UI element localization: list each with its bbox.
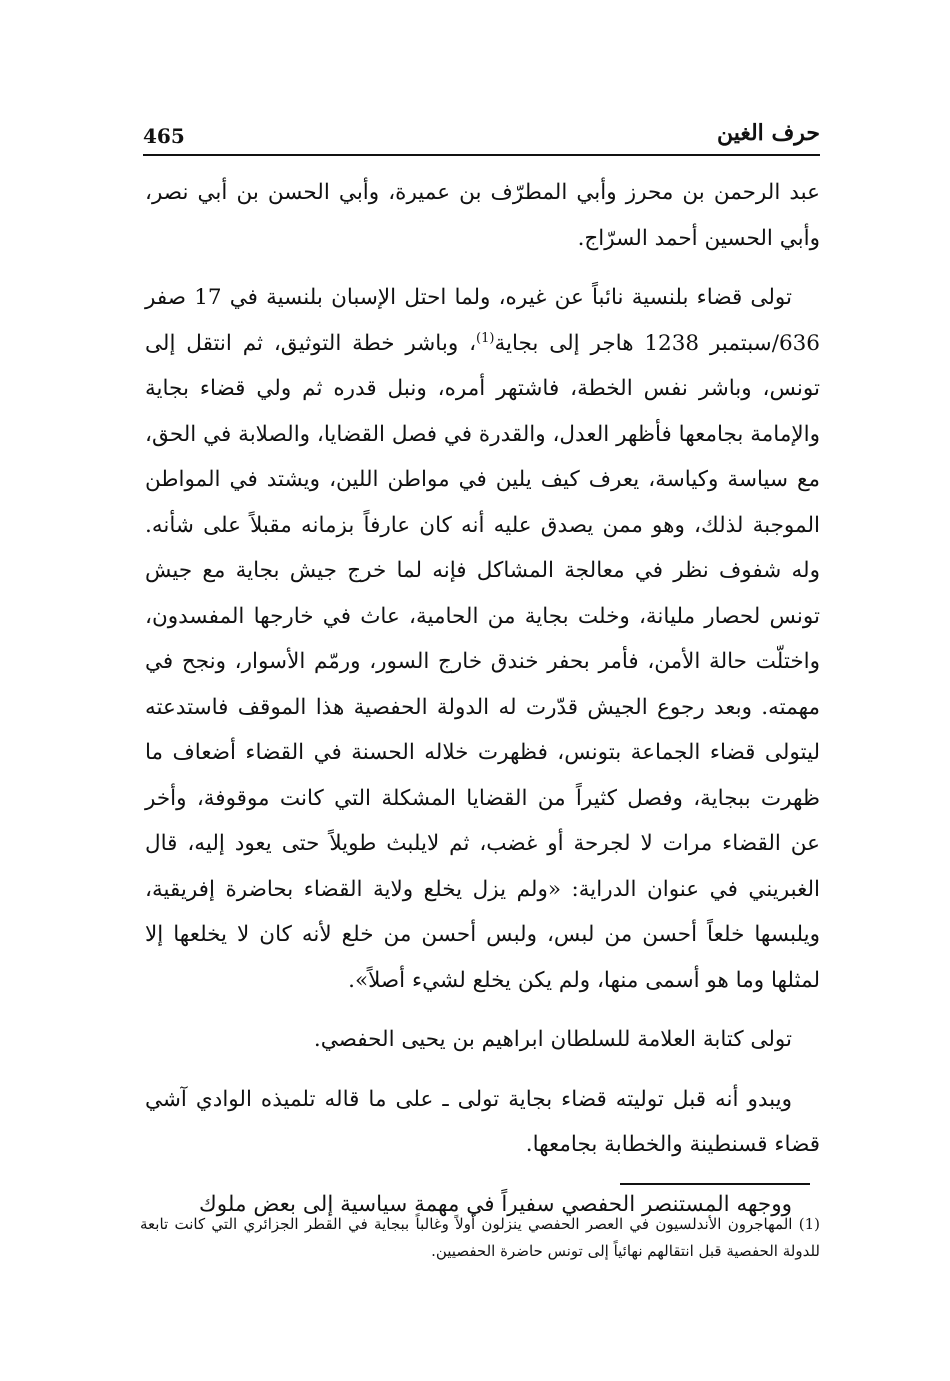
page-header: [143, 118, 820, 160]
header-rule: [143, 154, 820, 156]
page-number: 465: [143, 124, 185, 148]
footnote-rule: [620, 1183, 810, 1185]
paragraph-chancery: تولى كتابة العلامة للسلطان ابراهيم بن يحيى الحفصي.: [313, 1027, 792, 1052]
footnote: (1) المهاجرون الأندلسيون في العصر الحفصي ينزلون أولاً وغالباً ببجاية في القطر الجزائري التي كانت تابعة للدولة الحفصية قبل انتقالهم نهائياً إلى تونس حاضرة الحفصيين.: [140, 1215, 820, 1260]
running-head: حرف الغين: [716, 120, 820, 146]
paragraph-teachers: عبد الرحمن بن محرز وأبي المطرّف بن عميرة، وأبي الحسن بن أبي نصر، وأبي الحسين أحمد السرّاج.: [145, 180, 820, 251]
paragraph-embassy: ووجهه المستنصر الحفصي سفيراً في مهمة سياسية إلى بعض ملوك: [199, 1191, 792, 1217]
paragraph-biography: [145, 275, 820, 1003]
paragraph-constantine: ويبدو أنه قبل توليته قضاء بجاية تولى ـ على ما قاله تلميذه الوادي آشي قضاء قسنطينة والخطابة بجامعها.: [145, 1086, 820, 1157]
paragraph-biography-part-1: تولى قضاء بلنسية نائباً عن غيره، ولما احتل الإسبان بلنسية في 17 صفر 636/سبتمبر 1238 هاجر إلى بجاية: [145, 285, 820, 356]
footnote-reference: (1): [476, 330, 495, 346]
main-text: [145, 170, 820, 1241]
paragraph-biography-part-2: ، وباشر خطة التوثيق، ثم انتقل إلى تونس، وباشر نفس الخطة، فاشتهر أمره، ونبل قدره ثم ولي قضاء بجاية والإمامة بجامعها فأظهر العدل، والقدرة في فصل القضايا، والصلابة في الحق، مع سياسة وكياسة، يعرف كيف يلين في مواطن اللين، ويشتد في المواطن الموجبة لذلك، وهو ممن يصدق عليه أنه كان عارفاً بزمانه مقبلاً على شأنه. وله شفوف نظر في معالجة المشاكل فإنه لما خرج جيش بجاية مع جيش تونس لحصار مليانة، وخلت بجاية من الحامية، عاث في خارجها المفسدون، واختلّت حالة الأمن، فأمر بحفر خندق خارج السور، ورمّم الأسوار، ونجح في مهمته. وبعد رجوع الجيش قدّرت له الدولة الحفصية هذا الموقف فاستدعته ليتولى قضاء الجماعة بتونس، فظهرت خلاله الحسنة في القضاء أضعاف ما ظهرت ببجاية، وفصل كثيراً من القضايا المشكلة التي كانت موقوفة، وأخر عن القضاء مرات لا لجرحة أو غضب، ثم لايلبث طويلاً حتى يعود إليه، قال الغبريني في عنوان الدراية: «ولم يزل يخلع ولاية القضاء بحاضرة إفريقية، ويلبسها خلعاً أحسن من لبس، ولبس أحسن من خلع لأنه كان لا يخلعها إلا لمثلها وما هو أسمى منها، ولم يكن يخلع لشيء أصلاً».: [145, 330, 820, 993]
